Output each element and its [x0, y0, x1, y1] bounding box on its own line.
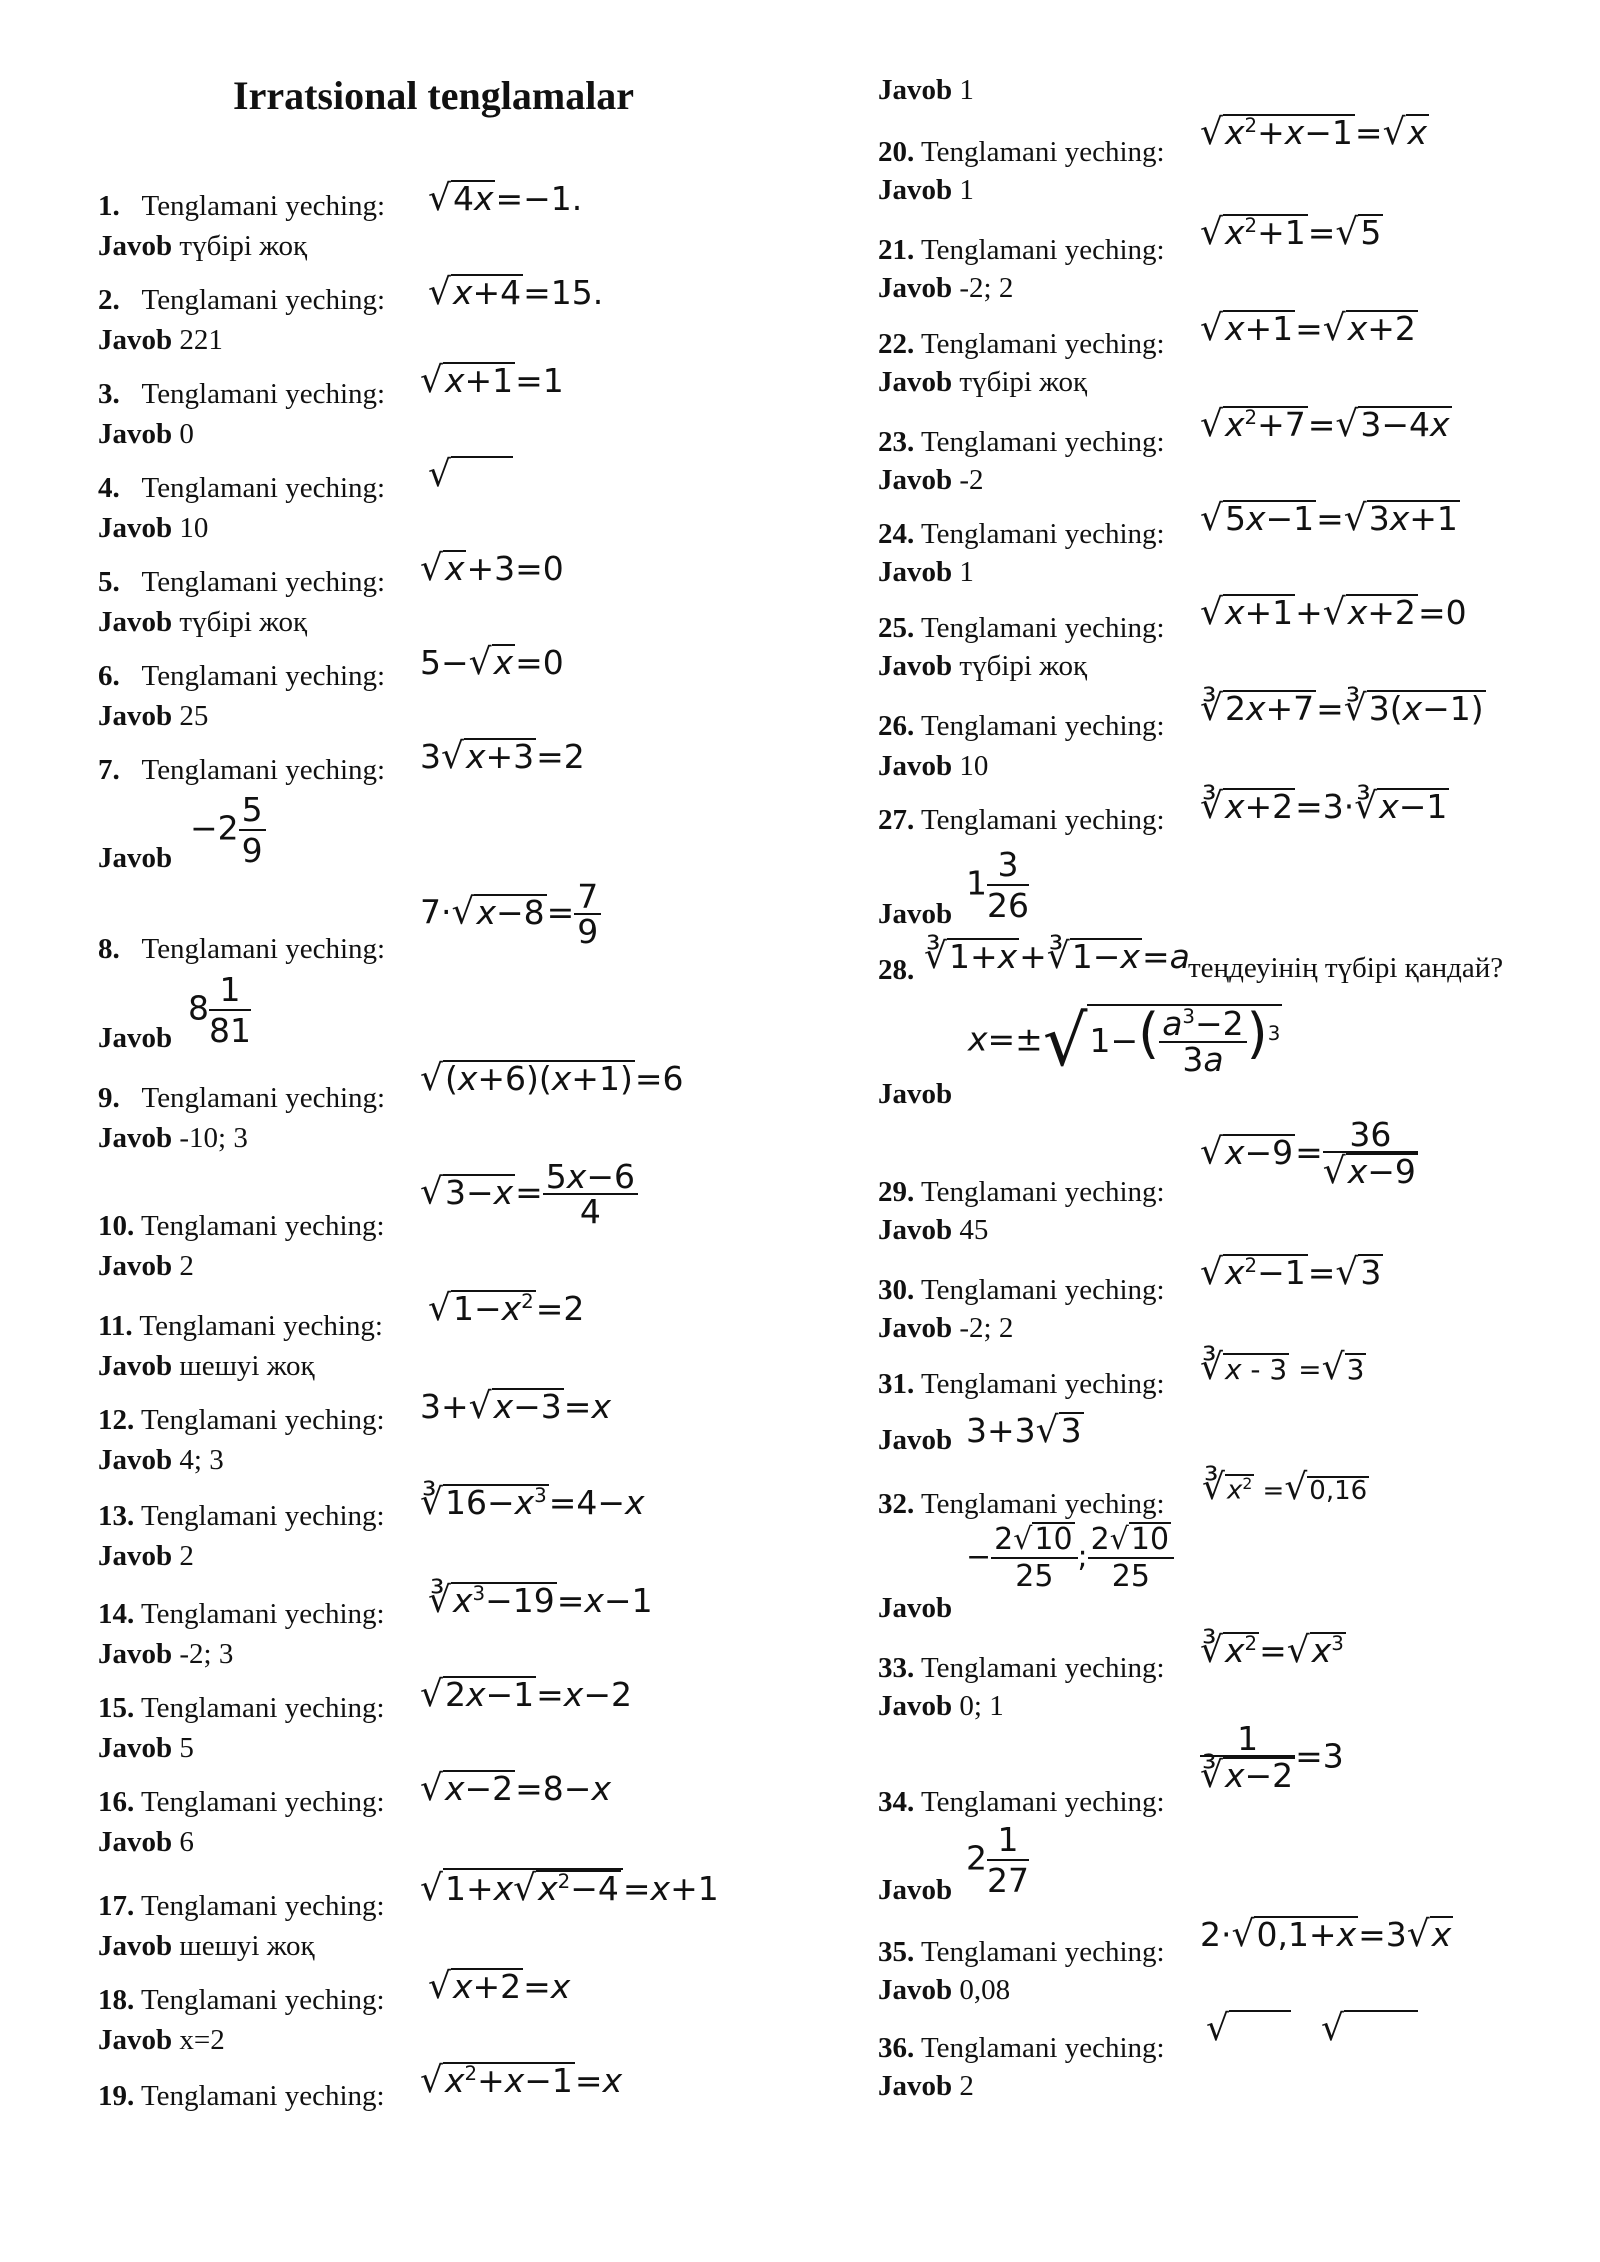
equation-26: ∛2x+7=∛3(x−1) — [1200, 688, 1484, 729]
answer-8: 8 $\frac{1}{81}$ — [188, 970, 251, 1050]
equation-10: √3−x= $\frac{5x-6}{4}$ — [420, 1160, 638, 1228]
answer-16: Javob 6 — [98, 1826, 194, 1858]
page-title: Irratsional tenglamalar — [233, 73, 635, 118]
answer-31-label: Javob — [878, 1424, 953, 1456]
equation-33: $∛x^2=√x^3$ — [1200, 1630, 1344, 1671]
question-12: 12. Tenglamani yeching: — [98, 1404, 385, 1436]
answer-6: Javob 25 — [98, 700, 209, 732]
answer-3: Javob 0 — [98, 418, 194, 450]
equation-15: √2x−1=x−2 — [420, 1674, 632, 1715]
equation-16: √x−2=8−x — [420, 1768, 611, 1809]
question-32: 32. Tenglamani yeching: — [878, 1488, 1165, 1520]
question-6: 6. Tenglamani yeching: — [98, 660, 386, 692]
answer-27-label: Javob — [878, 898, 953, 930]
answer-15: Javob 5 — [98, 1732, 194, 1764]
answer-35: Javob 0,08 — [878, 1974, 1011, 2006]
answer-14: Javob -2; 3 — [98, 1638, 234, 1670]
question-10: 10. Tenglamani yeching: — [98, 1210, 385, 1242]
question-16: 16. Tenglamani yeching: — [98, 1786, 385, 1818]
question-33: 33. Tenglamani yeching: — [878, 1652, 1165, 1684]
answer-1: Javob түбірі жоқ — [98, 230, 308, 262]
question-9: 9. Tenglamani yeching: — [98, 1082, 386, 1114]
answer-9: Javob -10; 3 — [98, 1122, 248, 1154]
question-29: 29. Tenglamani yeching: — [878, 1176, 1165, 1208]
equation-34: $\frac{1}{∛x-2}$ =3 — [1200, 1719, 1344, 1796]
equation-19: $√x^2+x-1=x$ — [420, 2060, 623, 2101]
equation-32: $∛x^2 =√0,16$ — [1202, 1467, 1368, 1508]
answer-27: 1 $\frac{3}{26}$ — [966, 845, 1029, 925]
answer-30: Javob -2; 2 — [878, 1312, 1014, 1344]
answer-32-label: Javob — [878, 1592, 953, 1624]
equation-4: √ — [428, 456, 513, 493]
question-28: 28. — [878, 954, 915, 986]
question-21: 21. Tenglamani yeching: — [878, 234, 1165, 266]
equation-27: ∛x+2=3·∛x−1 — [1200, 786, 1448, 827]
equation-21: $√x^2+1=√5$ — [1200, 212, 1382, 253]
equation-35: 2·√0,1+x=3√x — [1200, 1914, 1452, 1955]
answer-26: Javob 10 — [878, 750, 989, 782]
question-4: 4. Tenglamani yeching: — [98, 472, 386, 504]
question-11: 11. Tenglamani yeching: — [98, 1310, 383, 1342]
answer-25: Javob түбірі жоқ — [878, 650, 1088, 682]
equation-18: √x+2=x — [428, 1966, 571, 2007]
question-23: 23. Tenglamani yeching: — [878, 426, 1165, 458]
question-34: 34. Tenglamani yeching: — [878, 1786, 1165, 1818]
answer-33: Javob 0; 1 — [878, 1690, 1004, 1722]
answer-7: −2 $\frac{5}{9}$ — [190, 790, 266, 870]
answer-10: Javob 2 — [98, 1250, 194, 1282]
equation-12: 3+√x−3=x — [420, 1386, 611, 1427]
question-28-suffix: теңдеуінің түбірі қандай? — [1188, 952, 1504, 984]
answer-19: Javob 1 — [878, 74, 974, 106]
equation-5: √x+3=0 — [420, 548, 564, 589]
question-27: 27. Tenglamani yeching: — [878, 804, 1165, 836]
answer-8-label: Javob — [98, 1022, 173, 1054]
answer-32: − $\frac{2√10}{25}$ ; $\frac{2√10}{25}$ — [966, 1522, 1174, 1594]
question-35: 35. Tenglamani yeching: — [878, 1936, 1165, 1968]
question-14: 14. Tenglamani yeching: — [98, 1598, 385, 1630]
answer-28-label: Javob — [878, 1078, 953, 1110]
question-13: 13. Tenglamani yeching: — [98, 1500, 385, 1532]
equation-11: $√1-x^2=2$ — [428, 1288, 585, 1329]
answer-34-label: Javob — [878, 1874, 953, 1906]
question-1: 1. Tenglamani yeching: — [98, 190, 386, 222]
answer-24: Javob 1 — [878, 556, 974, 588]
question-18: 18. Tenglamani yeching: — [98, 1984, 385, 2016]
answer-36: Javob 2 — [878, 2070, 974, 2102]
answer-7-label: Javob — [98, 842, 173, 874]
question-17: 17. Tenglamani yeching: — [98, 1890, 385, 1922]
equation-9: √(x+6)(x+1)=6 — [420, 1058, 684, 1099]
question-15: 15. Tenglamani yeching: — [98, 1692, 385, 1724]
answer-22: Javob түбірі жоқ — [878, 366, 1088, 398]
question-20: 20. Tenglamani yeching: — [878, 136, 1165, 168]
equation-31: ∛x - 3 =√3 — [1200, 1347, 1365, 1388]
answer-4: Javob 10 — [98, 512, 209, 544]
equation-14: $∛x^3-19=x-1$ — [428, 1580, 653, 1621]
answer-23: Javob -2 — [878, 464, 984, 496]
question-24: 24. Tenglamani yeching: — [878, 518, 1165, 550]
equation-6: 5−√x=0 — [420, 642, 564, 683]
equation-25: √x+1+√x+2=0 — [1200, 592, 1467, 633]
answer-11: Javob шешуі жоқ — [98, 1350, 315, 1382]
question-5: 5. Tenglamani yeching: — [98, 566, 386, 598]
question-31: 31. Tenglamani yeching: — [878, 1368, 1165, 1400]
equation-22: √x+1=√x+2 — [1200, 308, 1416, 349]
equation-23: $√x^2+7=√3-4x$ — [1200, 404, 1450, 445]
equation-7: 3√x+3=2 — [420, 736, 585, 777]
equation-2: √x+4=15. — [428, 272, 604, 313]
question-3: 3. Tenglamani yeching: — [98, 378, 386, 410]
equation-30: $√x^2-1=√3$ — [1200, 1252, 1382, 1293]
answer-31: 3+3√3 — [966, 1410, 1082, 1451]
answer-34: 2 $\frac{1}{27}$ — [966, 1820, 1029, 1900]
answer-13: Javob 2 — [98, 1540, 194, 1572]
answer-17: Javob шешуі жоқ — [98, 1930, 315, 1962]
question-19: 19. Tenglamani yeching: — [98, 2080, 385, 2112]
question-7: 7. Tenglamani yeching: — [98, 754, 386, 786]
equation-24: √5x−1=√3x+1 — [1200, 498, 1458, 539]
question-22: 22. Tenglamani yeching: — [878, 328, 1165, 360]
equation-13: $∛16-x^3=4-x$ — [420, 1482, 645, 1523]
equation-36: √ √ — [1206, 2010, 1418, 2047]
answer-2: Javob 221 — [98, 324, 223, 356]
equation-29: √x−9= $\frac{36}{√x-9}$ — [1200, 1115, 1416, 1192]
equation-3: √x+1=1 — [420, 360, 564, 401]
equation-8: 7·√x−8= $\frac{7}{9}$ — [420, 880, 601, 948]
answer-20: Javob 1 — [878, 174, 974, 206]
equation-20: $√x^2+x-1=√x$ — [1200, 112, 1428, 153]
answer-29: Javob 45 — [878, 1214, 989, 1246]
question-36: 36. Tenglamani yeching: — [878, 2032, 1165, 2064]
question-8: 8. Tenglamani yeching: — [98, 933, 386, 965]
answer-12: Javob 4; 3 — [98, 1444, 224, 1476]
answer-5: Javob түбірі жоқ — [98, 606, 308, 638]
question-2: 2. Tenglamani yeching: — [98, 284, 386, 316]
equation-1: √4x=−1. — [428, 178, 583, 219]
question-30: 30. Tenglamani yeching: — [878, 1274, 1165, 1306]
question-26: 26. Tenglamani yeching: — [878, 710, 1165, 742]
equation-28: ∛1+x+∛1−x=a — [924, 936, 1190, 977]
answer-21: Javob -2; 2 — [878, 272, 1014, 304]
answer-28: x=±√1−( $\frac{a^3-2}{3a}$ )$^3$ — [968, 1000, 1281, 1082]
equation-17: $√1+x√x^2-4 =x+1$ — [420, 1868, 719, 1909]
answer-18: Javob x=2 — [98, 2024, 225, 2056]
question-25: 25. Tenglamani yeching: — [878, 612, 1165, 644]
